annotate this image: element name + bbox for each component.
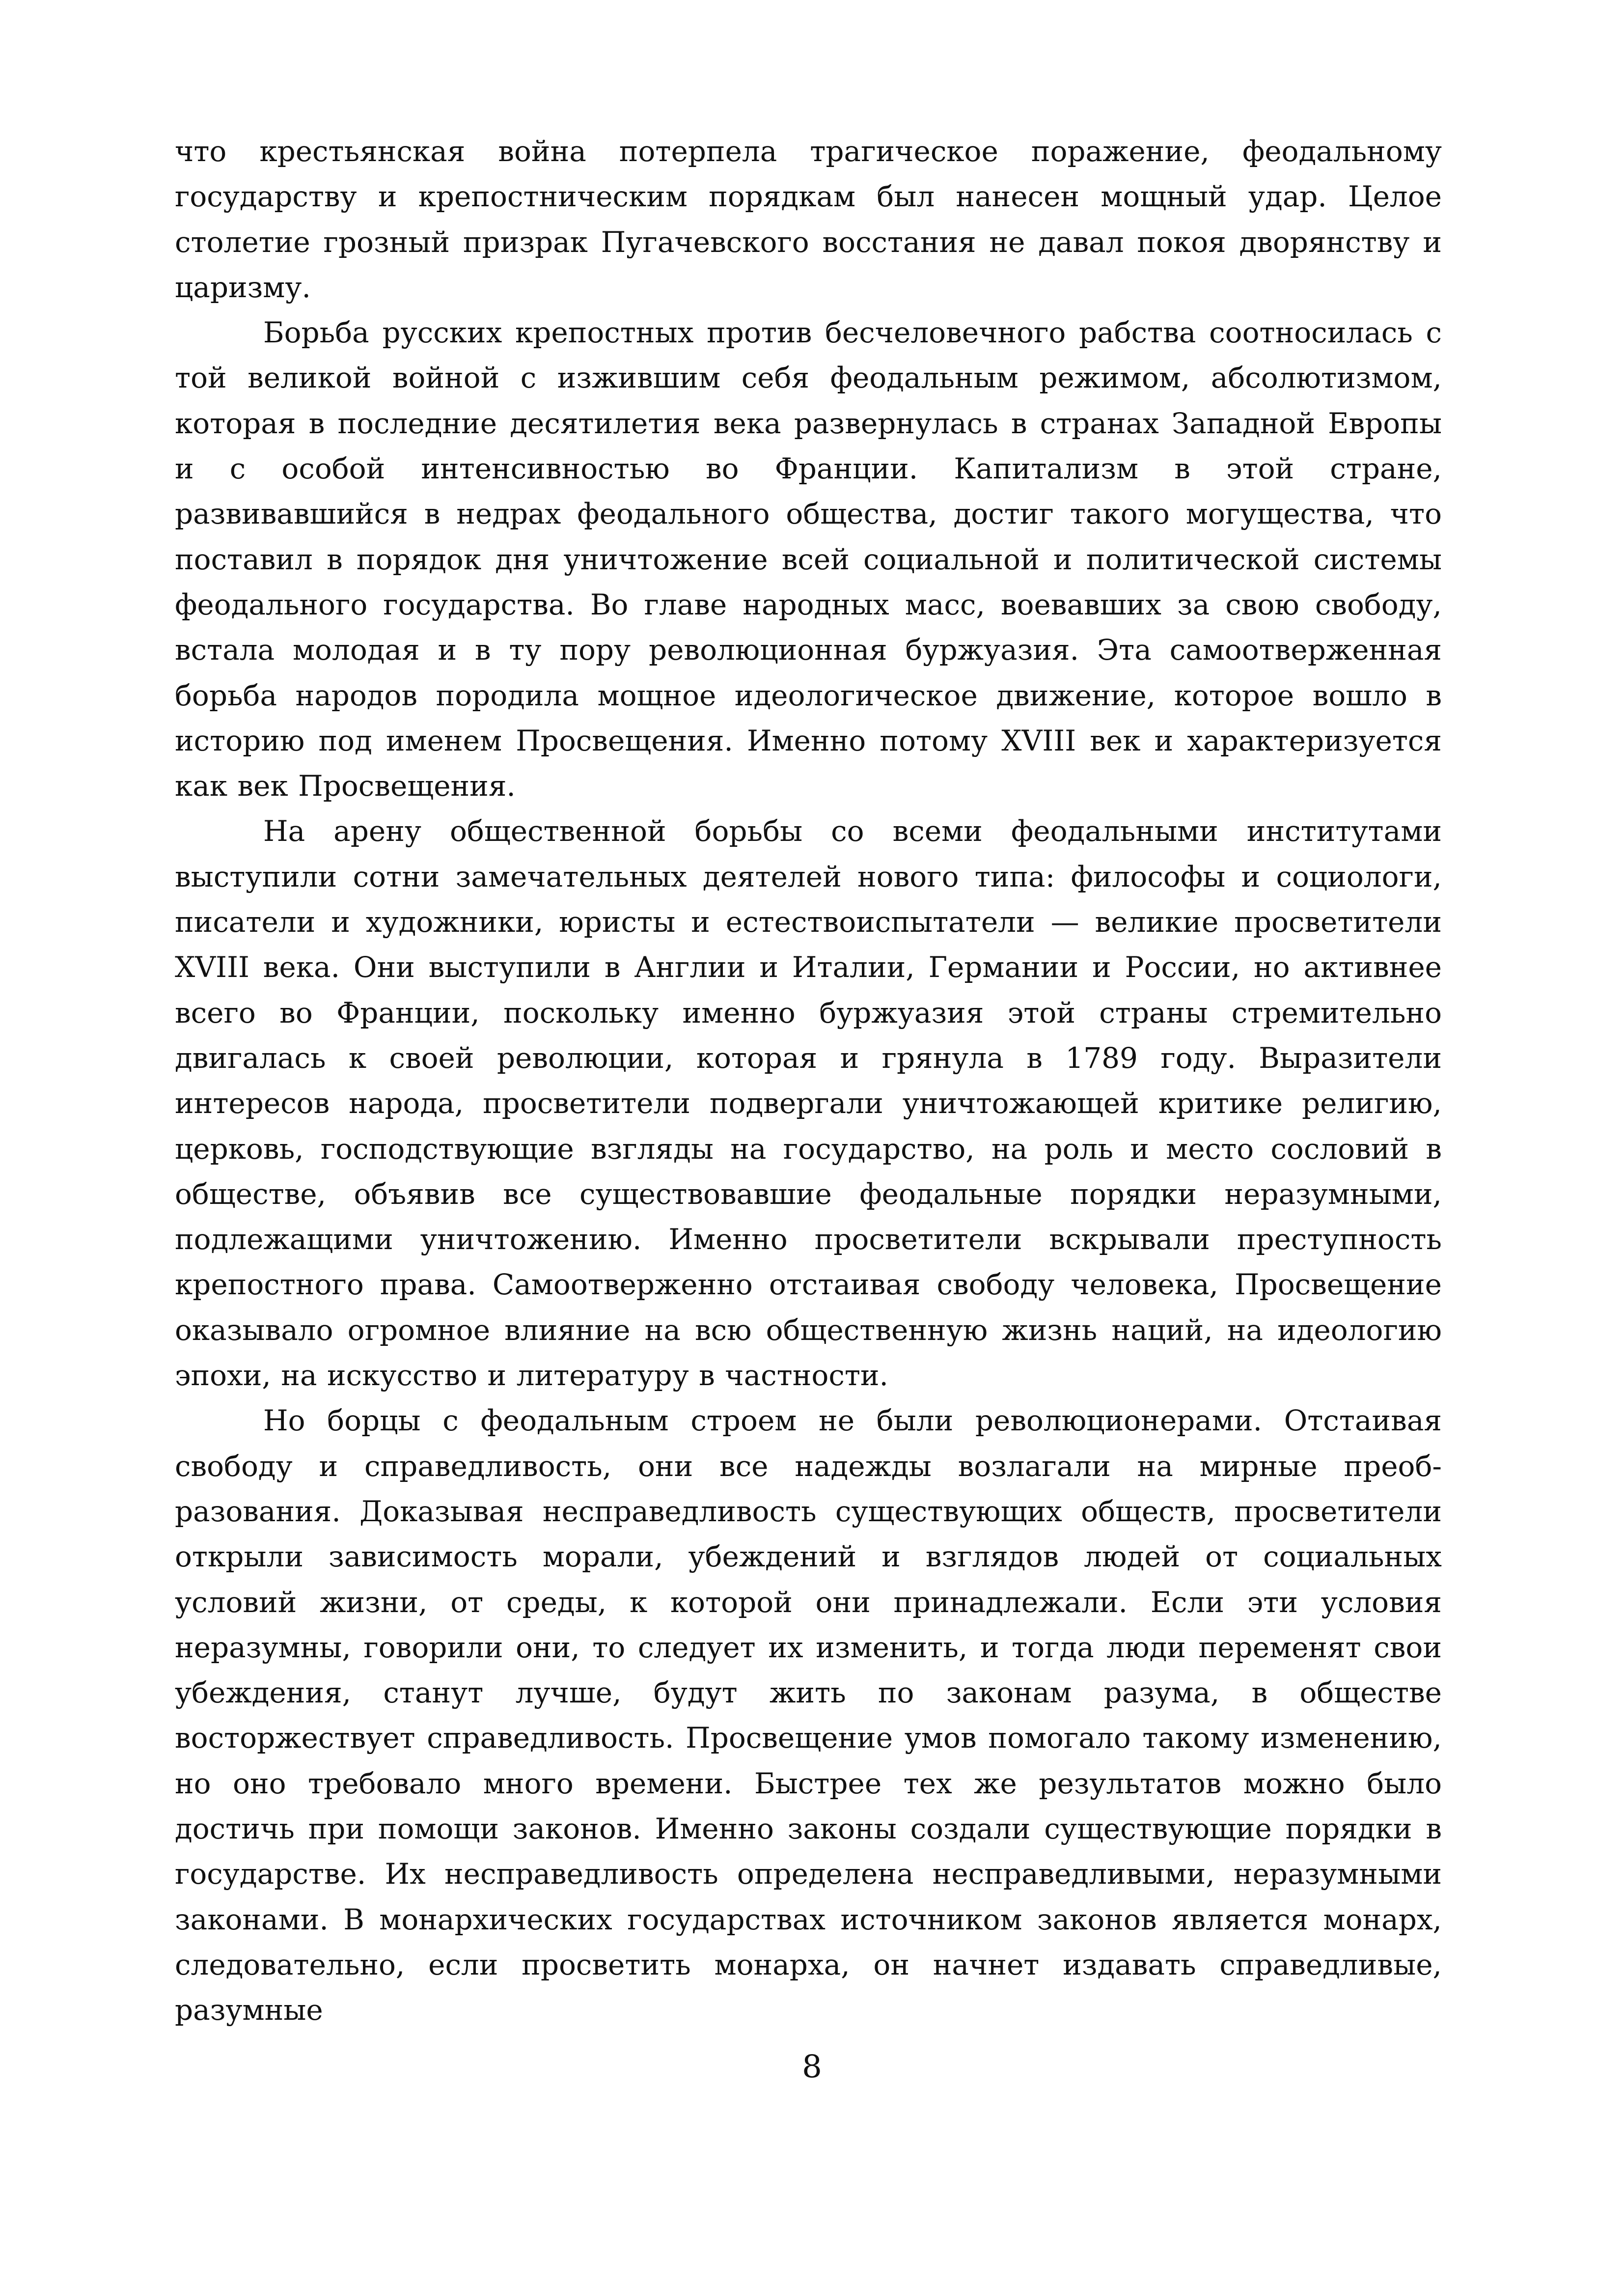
page-number: 8 [802,2049,822,2085]
paragraph-1: что крестьянская война потерпела трагическое поражение, феодальному государству и крепостническим порядкам был нанесен мощный удар. Целое столетие грозный призрак Пугачевского восстания не давал покоя дворянству и царизму. [175,135,1442,304]
paragraph-4: Но борцы с феодальным строем не были революционерами. Отстаивая свободу и справедливость, они все надежды возлагали на мирные преобразования. Доказывая несправедливость существующих обществ, просветители открыли зависимость морали, убеждений и взглядов людей от социальных условий жизни, от среды, к которой они принадлежали. Если эти условия неразумны, говорили они, то следует их изменить, и тогда люди переменят свои убеждения, станут лучше, будут жить по законам разума, в обществе восторжествует справедливость. Просвещение умов помогало такому изменению, но оно требовало много времени. Быстрее тех же результатов можно было достичь при помощи законов. Именно законы создали существующие порядки в государстве. Их несправедливость определена несправедливыми, неразумными законами. В монархических государствах источником законов является монарх, следовательно, если просветить монарха, он начнет издавать справедливые, разумные [175,1404,1442,2027]
paragraph-2: Борьба русских крепостных против бесчеловечного рабства соотносилась с той великой войной с изжившим себя феодальным режимом, абсолютизмом, которая в последние десятилетия века развернулась в странах Западной Европы и с особой интенсивностью во Франции. Капитализм в этой стране, развивавшийся в недрах феодального общества, достиг такого могущества, что поставил в порядок дня уничтожение всей социальной и политической системы феодального государства. Во главе народных масс, воевавших за свою свободу, встала молодая и в ту пору революционная буржуазия. Эта самоотверженная борьба народов породила мощное идеологическое движение, которое вошло в историю под именем Просвещения. Именно потому XVIII век и характеризуется как век Просвещения. [175,316,1442,803]
body-text [175,129,1442,2033]
paragraph-3: На арену общественной борьбы со всеми феодальными институтами выступили сотни замечательных деятелей нового типа: философы и социологи, писатели и художники, юристы и естествоиспытатели — великие просветители XVIII века. Они выступили в Англии и Италии, Германии и России, но активнее всего во Франции, поскольку именно буржуазия этой страны стремительно двигалась к своей революции, которая и грянула в 1789 году. Выразители интересов народа, просветители подвергали уничтожающей критике религию, церковь, господствующие взгляды на государство, на роль и место сословий в обществе, объявив все существовавшие феодальные порядки неразумными, подлежащими уничтожению. Именно просветители вскрывали преступность крепостного права. Самоотверженно отстаивая свободу человека, Просвещение оказывало огромное влияние на всю общественную жизнь наций, на идеологию эпохи, на искусство и литературу в частности. [175,814,1442,1393]
